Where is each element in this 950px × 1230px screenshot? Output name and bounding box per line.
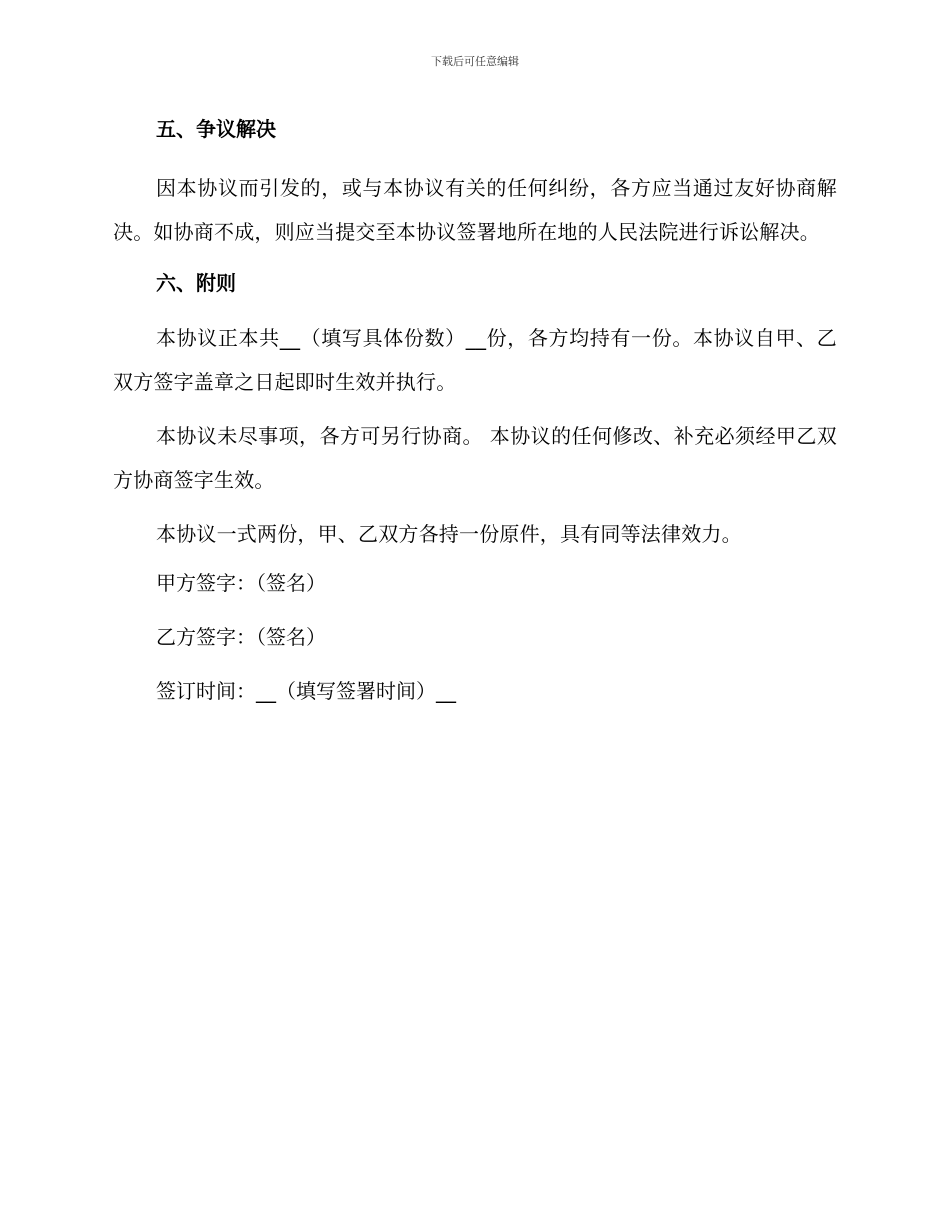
party-a-signature: 甲方签字：（签名）: [156, 571, 326, 595]
section-heading-dispute: 五、争议解决: [156, 117, 276, 141]
paragraph-originals: 本协议一式两份，甲、乙双方各持一份原件，具有同等法律效力。: [156, 522, 742, 546]
paragraph-dispute: 因本协议而引发的，或与本协议有关的任何纠纷，各方应当通过友好协商解决。如协商不成，则应当提交至本协议签署地所在地的人民法院进行诉讼解决。: [113, 176, 837, 244]
signing-date: 签订时间：__（填写签署时间）__: [156, 679, 456, 703]
paragraph-amendments: 本协议未尽事项，各方可另行协商。 本协议的任何修改、补充必须经甲乙双方协商签字生效。: [113, 424, 837, 492]
section-heading-appendix: 六、附则: [156, 271, 236, 295]
header-note: 下载后可任意编辑: [431, 55, 519, 68]
document-body: [113, 112, 837, 708]
paragraph-copies: 本协议正本共__（填写具体份数）__份，各方均持有一份。本协议自甲、乙双方签字盖章之日起即时生效并执行。: [113, 326, 837, 394]
party-b-signature: 乙方签字：（签名）: [156, 625, 326, 649]
